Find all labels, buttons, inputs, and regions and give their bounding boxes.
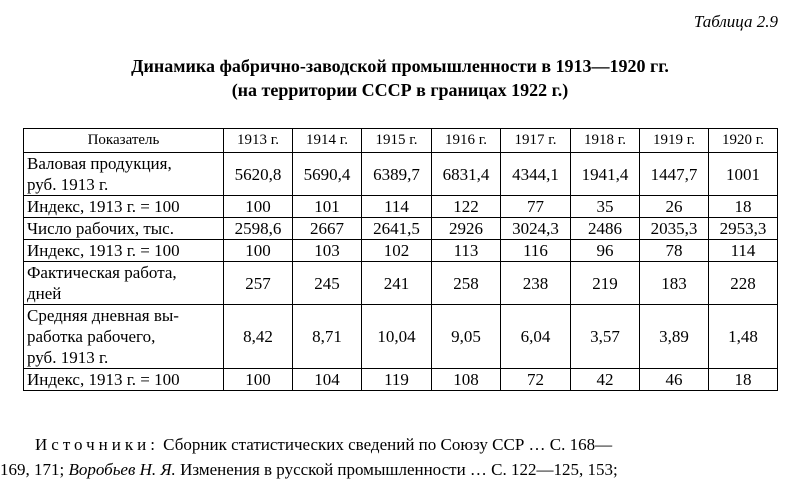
table-number: Таблица 2.9 — [693, 12, 778, 31]
table-cell: 2035,3 — [640, 218, 709, 240]
table-cell: 72 — [501, 369, 571, 391]
source-line-1-text: Сборник статистических сведений по Союзу ССР … С. 168— — [158, 435, 613, 454]
table-cell: 116 — [501, 240, 571, 262]
table-cell: 114 — [709, 240, 778, 262]
source-line-1 — [0, 432, 780, 457]
table-cell: 241 — [362, 262, 432, 305]
table-cell: 228 — [709, 262, 778, 305]
source-lead: Источники: — [35, 435, 159, 454]
source-line-2-text: Изменения в русской промышленности … С. 122—125, 153; — [175, 460, 618, 479]
row-label — [24, 153, 224, 196]
table-cell: 18 — [709, 369, 778, 391]
row-label-line: Индекс, 1913 г. = 100 — [27, 370, 180, 389]
table-cell: 219 — [571, 262, 640, 305]
row-label-line: руб. 1913 г. — [27, 348, 109, 367]
table-cell: 2641,5 — [362, 218, 432, 240]
table-cell: 6389,7 — [362, 153, 432, 196]
table-cell: 1,48 — [709, 305, 778, 369]
header-year: 1915 г. — [362, 129, 432, 153]
table-cell: 2953,3 — [709, 218, 778, 240]
table-body — [24, 153, 778, 391]
table-cell: 6831,4 — [432, 153, 501, 196]
table-cell: 100 — [224, 196, 293, 218]
row-label-line: Средняя дневная вы- — [27, 306, 179, 325]
table-cell: 114 — [362, 196, 432, 218]
table-cell: 119 — [362, 369, 432, 391]
table-header-row — [24, 129, 778, 153]
header-year: 1917 г. — [501, 129, 571, 153]
row-label — [24, 240, 224, 262]
data-table — [23, 128, 778, 391]
table-cell: 77 — [501, 196, 571, 218]
header-year: 1913 г. — [224, 129, 293, 153]
table-cell: 2926 — [432, 218, 501, 240]
table-cell: 8,71 — [293, 305, 362, 369]
row-label-line: Число рабочих, тыс. — [27, 219, 174, 238]
table-title — [0, 54, 800, 102]
table-cell: 42 — [571, 369, 640, 391]
table-cell: 2486 — [571, 218, 640, 240]
table-cell: 102 — [362, 240, 432, 262]
table-cell: 3024,3 — [501, 218, 571, 240]
table-row — [24, 369, 778, 391]
table-row — [24, 262, 778, 305]
table-cell: 8,42 — [224, 305, 293, 369]
row-label-line: Индекс, 1913 г. = 100 — [27, 197, 180, 216]
source-note — [0, 432, 780, 482]
table-cell: 3,89 — [640, 305, 709, 369]
table-cell: 108 — [432, 369, 501, 391]
table-cell: 10,04 — [362, 305, 432, 369]
table-cell: 258 — [432, 262, 501, 305]
table-title-line-1: Динамика фабрично-заводской промышленности в 1913—1920 гг. — [131, 56, 669, 76]
table-cell: 35 — [571, 196, 640, 218]
table-cell: 183 — [640, 262, 709, 305]
table-cell: 122 — [432, 196, 501, 218]
table-cell: 4344,1 — [501, 153, 571, 196]
table-row — [24, 240, 778, 262]
table-cell: 100 — [224, 240, 293, 262]
table-cell: 5620,8 — [224, 153, 293, 196]
table-cell: 18 — [709, 196, 778, 218]
header-year: 1920 г. — [709, 129, 778, 153]
table-cell: 103 — [293, 240, 362, 262]
table-cell: 245 — [293, 262, 362, 305]
table-cell: 101 — [293, 196, 362, 218]
source-line-2 — [0, 457, 780, 482]
table-row — [24, 196, 778, 218]
row-label — [24, 369, 224, 391]
source-line-2-start: 169, 171; — [0, 460, 69, 479]
table-cell: 46 — [640, 369, 709, 391]
header-year: 1914 г. — [293, 129, 362, 153]
table-cell: 3,57 — [571, 305, 640, 369]
table-cell: 78 — [640, 240, 709, 262]
table-cell: 113 — [432, 240, 501, 262]
table-cell: 100 — [224, 369, 293, 391]
table-cell: 2667 — [293, 218, 362, 240]
header-year: 1919 г. — [640, 129, 709, 153]
row-label-line: Валовая продукция, — [27, 154, 172, 173]
table-cell: 104 — [293, 369, 362, 391]
row-label-line: работка рабочего, — [27, 327, 156, 346]
table-cell: 1447,7 — [640, 153, 709, 196]
table-cell: 26 — [640, 196, 709, 218]
header-year: 1918 г. — [571, 129, 640, 153]
table-cell: 1941,4 — [571, 153, 640, 196]
table-row — [24, 218, 778, 240]
table-row — [24, 305, 778, 369]
row-label-line: Индекс, 1913 г. = 100 — [27, 241, 180, 260]
header-year: 1916 г. — [432, 129, 501, 153]
table-cell: 2598,6 — [224, 218, 293, 240]
table-cell: 1001 — [709, 153, 778, 196]
table-cell: 238 — [501, 262, 571, 305]
table-cell: 9,05 — [432, 305, 501, 369]
header-indicator: Показатель — [24, 129, 224, 153]
row-label — [24, 305, 224, 369]
row-label — [24, 262, 224, 305]
table-cell: 5690,4 — [293, 153, 362, 196]
row-label-line: Фактическая работа, — [27, 263, 177, 282]
table-cell: 96 — [571, 240, 640, 262]
row-label — [24, 196, 224, 218]
row-label-line: дней — [27, 284, 62, 303]
table-title-line-2: (на территории СССР в границах 1922 г.) — [231, 80, 569, 100]
row-label — [24, 218, 224, 240]
table-cell: 257 — [224, 262, 293, 305]
row-label-line: руб. 1913 г. — [27, 175, 109, 194]
table-cell: 6,04 — [501, 305, 571, 369]
table-row — [24, 153, 778, 196]
source-author: Воробьев Н. Я. — [68, 460, 176, 479]
